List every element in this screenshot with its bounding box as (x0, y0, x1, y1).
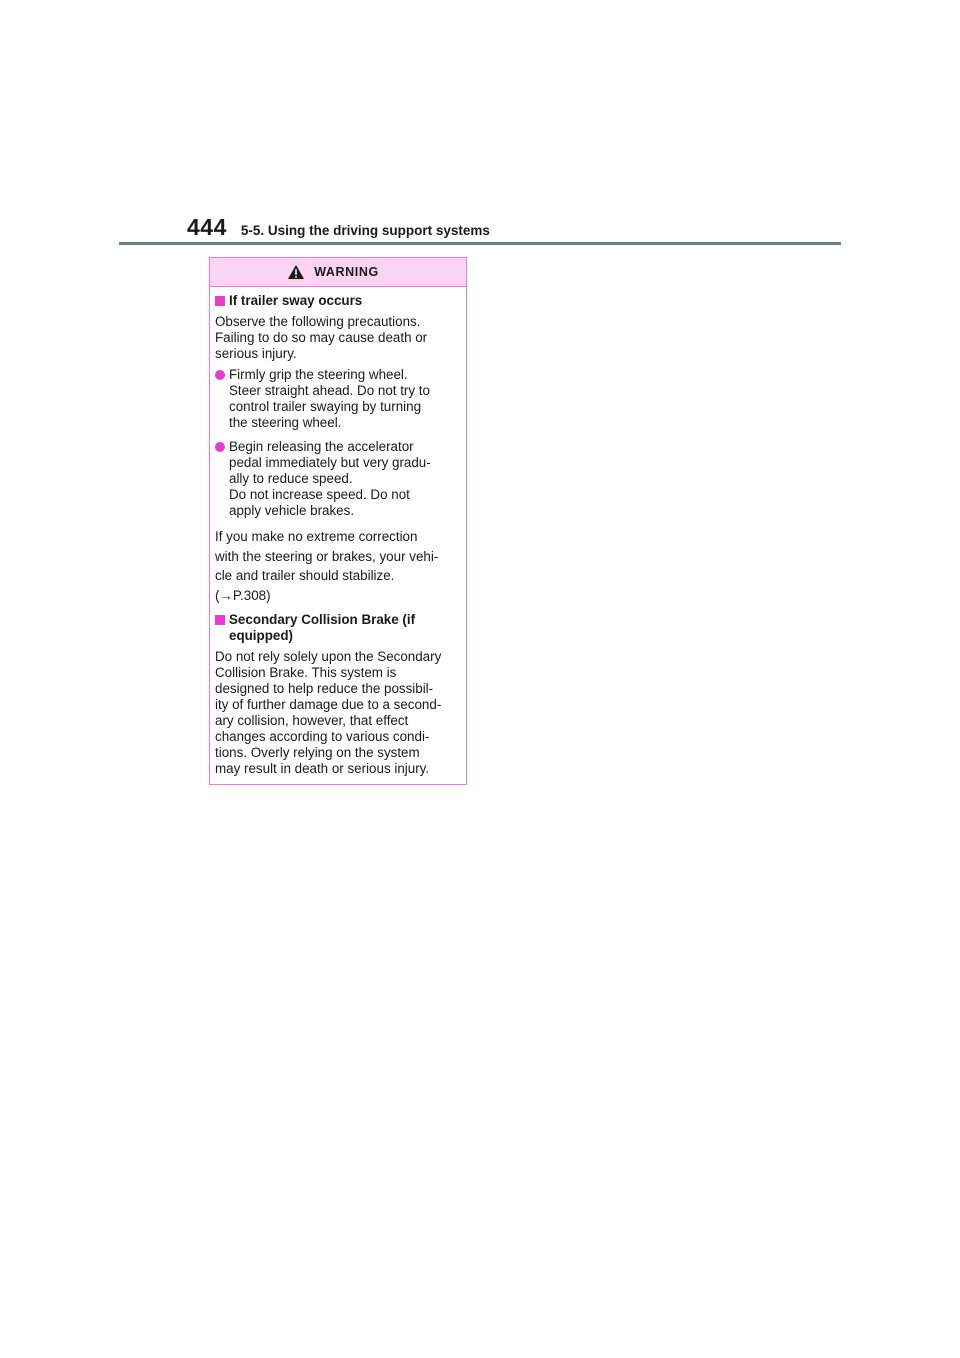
round-bullet-icon (215, 370, 225, 380)
intro-paragraph: Observe the following precautions. Failing to do so may cause death or serious injury. (215, 314, 428, 361)
square-bullet-icon (215, 615, 225, 625)
warning-triangle-icon (287, 264, 305, 280)
secondary-collision-paragraph: Do not rely solely upon the Secondary Collision Brake. This system is designed to help reduce the possibil- ity of further damage due to a second- ary collision, however, that effect changes according to various condi- tions. Overly relying on the system may result in death or serious injury. (215, 649, 442, 776)
subheading-trailer-sway (215, 293, 461, 309)
subheading-text: If trailer sway occurs (229, 293, 363, 308)
page-reference: (→P.308) (215, 587, 271, 603)
header-divider (119, 242, 841, 245)
page-header (187, 214, 490, 241)
warning-box (209, 257, 467, 785)
list-item (215, 439, 461, 519)
list-item-text: Firmly grip the steering wheel. Steer straight ahead. Do not try to control trailer swaying by turning the steering wheel. (229, 367, 430, 430)
square-bullet-icon (215, 296, 225, 306)
section-title: 5-5. Using the driving support systems (240, 223, 490, 238)
closing-line: If you make no extreme correction (215, 529, 418, 544)
round-bullet-icon (215, 442, 225, 452)
list-item-text: Begin releasing the accelerator pedal immediately but very gradu- ally to reduce speed. Do not increase speed. Do not apply vehicle brakes. (229, 439, 431, 518)
warning-body (210, 287, 466, 777)
list-item (215, 367, 461, 431)
subheading-text: Secondary Collision Brake (if equipped) (229, 612, 416, 643)
warning-label: WARNING (314, 265, 379, 279)
closing-line: cle and trailer should stabilize. (215, 568, 395, 583)
warning-header (210, 258, 466, 287)
subheading-secondary-collision-brake (215, 612, 461, 644)
closing-line: with the steering or brakes, your vehi- (215, 548, 439, 564)
page-number: 444 (187, 214, 227, 240)
